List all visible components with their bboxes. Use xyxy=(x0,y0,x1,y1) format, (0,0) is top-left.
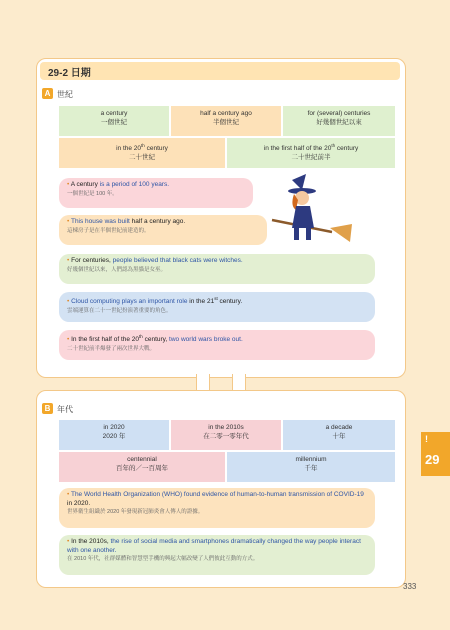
sentence-en xyxy=(67,257,367,266)
sentence-text: This house was built xyxy=(70,218,132,225)
vocab-zh: 二十世紀 xyxy=(129,154,155,162)
example-sentence xyxy=(59,254,375,284)
vocab-cell xyxy=(171,106,281,136)
vocab-en-text: in the first half of the 20 xyxy=(263,145,332,153)
page-number: 333 xyxy=(403,582,417,591)
sentence-zh: 好幾個世紀以來，人們認為黑貓是女巫。 xyxy=(67,266,167,273)
key-phrase: century. xyxy=(217,298,243,306)
vocab-en-tail: century xyxy=(335,145,359,153)
vocab-zh: 二十世紀前半 xyxy=(291,154,331,162)
vocab-cell xyxy=(227,138,395,168)
vocab-zh: 十年 xyxy=(332,433,346,440)
vocab-cell xyxy=(59,138,225,168)
vocab-cell xyxy=(59,420,169,450)
sentence-zh: 在 2010 年代，社群媒體和智慧型手機的興起大幅改變了人們彼此互動的方式。 xyxy=(67,556,259,562)
sentence-zh: 二十世紀前半爆發了兩次世界大戰。 xyxy=(67,345,156,352)
key-phrase: A century xyxy=(70,181,98,188)
bullet-icon: • xyxy=(67,218,71,225)
vocab-zh: 2020 年 xyxy=(102,433,126,440)
vocab-en: in 2020 xyxy=(103,424,125,431)
vocab-en: in the 2010s xyxy=(208,424,244,431)
section-b-label: 年代 xyxy=(57,405,73,414)
section-b-badge: B xyxy=(42,403,53,414)
broom-bristles xyxy=(330,224,352,242)
chapter-number: 29 xyxy=(425,452,440,467)
witch-hat xyxy=(292,174,306,190)
sentence-zh: 這棟房子是在半個世紀前建造的。 xyxy=(67,227,150,234)
bullet-icon: • xyxy=(67,336,72,344)
key-phrase: half a century ago. xyxy=(131,218,186,225)
vocab-en-tail: century xyxy=(144,145,168,153)
sentence-en xyxy=(67,333,367,345)
vocab-cell xyxy=(59,106,169,136)
sentence-text: Cloud computing plays an important role xyxy=(71,298,190,306)
vocab-zh: 半個世紀 xyxy=(213,119,239,126)
sentence-text: The World Health Organization (WHO) found evidence of human-to-human transmission of COVID-19 xyxy=(70,491,364,498)
vocab-zh: 一個世紀 xyxy=(101,119,127,126)
key-phrase: In the 2010s, xyxy=(71,538,109,545)
page-header xyxy=(40,62,400,80)
bullet-icon: • xyxy=(67,181,71,188)
sentence-zh: 世界衛生組織於 2020 年發現新冠肺炎會人傳人的證據。 xyxy=(67,509,204,515)
key-phrase: In the first half of the 20 xyxy=(71,336,140,344)
section-a-badge: A xyxy=(42,88,53,99)
vocab-cell xyxy=(227,452,395,482)
vocab-en xyxy=(59,141,225,153)
vocab-en: a decade xyxy=(325,424,353,431)
key-phrase: century, xyxy=(142,336,168,344)
bullet-icon: • xyxy=(67,538,72,545)
chapter-tab xyxy=(421,432,450,476)
sentence-en xyxy=(67,538,367,555)
example-sentence xyxy=(59,215,267,245)
vocab-cell xyxy=(283,420,395,450)
vocab-en: half a century ago xyxy=(200,110,252,117)
example-sentence xyxy=(59,488,375,528)
vocab-zh: 在二零一零年代 xyxy=(203,433,249,440)
sentence-zh: 一個世紀是 100 年。 xyxy=(67,190,118,197)
vocab-cell xyxy=(171,420,281,450)
ordinal-suffix: th xyxy=(331,143,336,148)
vocab-en: for (several) centuries xyxy=(307,110,371,117)
key-phrase: in the 21 xyxy=(189,298,215,306)
vocab-cell xyxy=(59,452,225,482)
key-phrase: th xyxy=(139,334,143,339)
vocab-en: millennium xyxy=(295,456,327,463)
witch-on-broom-illustration xyxy=(270,172,354,252)
vocab-en: centennial xyxy=(127,456,157,463)
exclamation-icon: ! xyxy=(425,434,428,444)
example-sentence xyxy=(59,178,253,208)
bullet-icon: • xyxy=(67,491,71,498)
bullet-icon: • xyxy=(67,298,72,306)
key-phrase: For centuries, xyxy=(71,257,111,264)
vocab-cell xyxy=(283,106,395,136)
sentence-text: people believed that black cats were witches. xyxy=(110,257,243,264)
vocab-en-text: in the 20 xyxy=(116,145,142,153)
witch-leg xyxy=(306,228,311,240)
vocab-zh: 百年的／一百周年 xyxy=(116,465,168,472)
example-sentence xyxy=(59,535,375,575)
sentence-en xyxy=(67,295,367,307)
bullet-icon: • xyxy=(67,257,72,264)
example-sentence xyxy=(59,292,375,322)
witch-leg xyxy=(294,228,299,240)
vocab-en xyxy=(227,141,395,153)
vocab-zh: 千年 xyxy=(304,465,318,472)
sentence-text: the rise of social media and smartphones dramatically changed the way people interact with one another. xyxy=(67,538,361,554)
key-phrase: in 2020. xyxy=(67,499,91,507)
key-phrase: st xyxy=(214,296,218,301)
page-title: 29-2 日期 xyxy=(48,68,91,79)
ordinal-suffix: th xyxy=(141,143,145,148)
sentence-text: two world wars broke out. xyxy=(167,336,243,344)
sentence-en xyxy=(67,491,367,508)
sentence-text: is a period of 100 years. xyxy=(97,181,170,188)
sentence-en xyxy=(67,218,259,227)
sentence-zh: 雲端運算在二十一世紀扮演著重要的角色。 xyxy=(67,307,172,314)
example-sentence xyxy=(59,330,375,360)
vocab-zh: 好幾個世紀以來 xyxy=(316,119,362,126)
sentence-en xyxy=(67,181,245,190)
section-a-label: 世紀 xyxy=(57,90,73,99)
vocab-en: a century xyxy=(100,110,128,117)
